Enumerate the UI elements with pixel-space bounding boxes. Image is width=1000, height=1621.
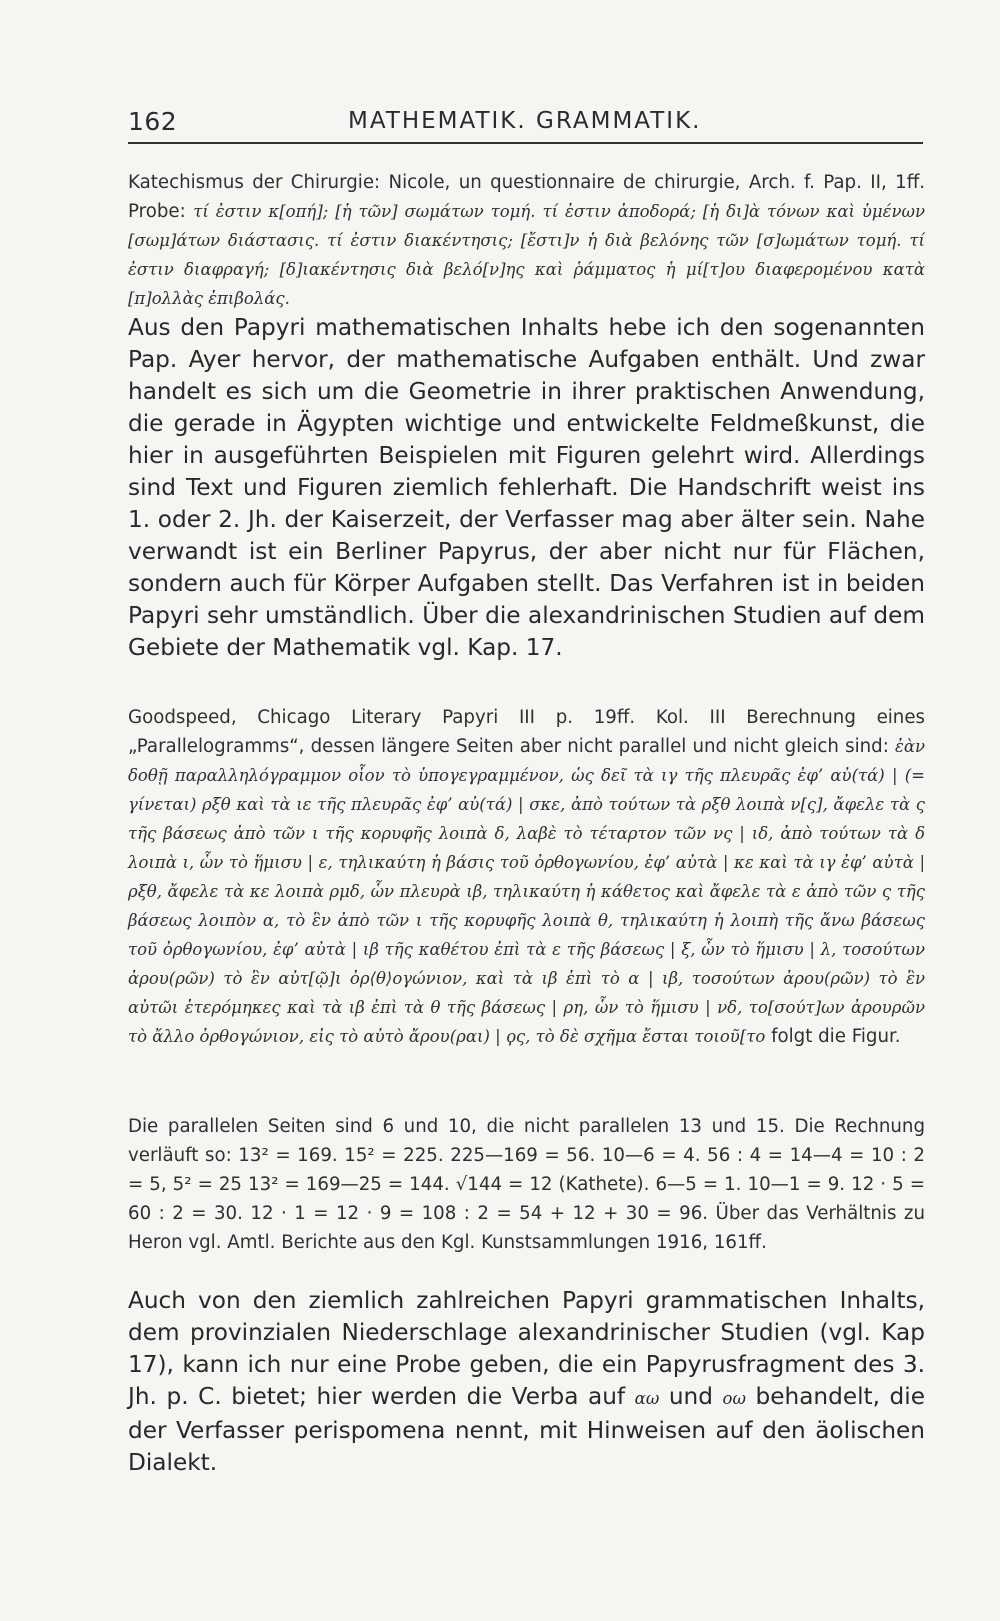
goodspeed-intro: Goodspeed, Chicago Literary Papyri III p. 19ff. Kol. III Berechnung eines „Parallelogramms“, dessen längere Seiten aber nicht parallel und nicht gleich sind: (128, 707, 925, 757)
page-number: 162 (128, 107, 178, 136)
goodspeed-outro: folgt die Figur. (765, 1026, 901, 1047)
grammar-text-1: Auch von den ziemlich zahlreichen Papyri grammatischen Inhalts, dem provinzialen Niederschlage alexandrinischer Studien (vgl. Kap 17), kann ich nur eine Probe geben, die ein Papyrusfragment des 3. Jh. p. C. bietet; hier werden die Verba auf (128, 1287, 925, 1410)
catechism-greek-quote: τί ἐστιν κ[οπή]; [ἡ τῶν] σωμάτων τομή. τί ἐστιν ἀποδορά; [ἡ δι]ὰ τόνων καὶ ὑμένων [σωμ]άτων διάστασις. τί ἐστιν διακέντησις; [ἔστι]ν ἡ διὰ βελόνης τῶν [σ]ωμάτων τομή. τί ἐστιν διαφραγή; [δ]ιακέντησις διὰ βελό[ν]ης καὶ ῥάμματος ἡ μί[τ]ου διαφερομένου κατὰ [π]ολλὰς ἐπιβολάς. (128, 202, 925, 308)
page-header (128, 107, 923, 141)
running-head: MATHEMATIK. GRAMMATIK. (348, 108, 702, 134)
rechnung-note: Die parallelen Seiten sind 6 und 10, die nicht parallelen 13 und 15. Die Rechnung verläuft so: 13² = 169. 15² = 225. 225—169 = 56. 10—6 = 4. 56 : 4 = 14—4 = 10 : 2 = 5, 5² = 25 13² = 169—25 = 144. √144 = 12 (Kathete). 6—5 = 1. 10—1 = 9. 12 · 5 = 60 : 2 = 30. 12 · 1 = 12 · 9 = 108 : 2 = 54 + 12 + 30 = 96. Über das Verhältnis zu Heron vgl. Amtl. Berichte aus den Kgl. Kunstsammlungen 1916, 161ff. (128, 1116, 925, 1253)
catechism-note (128, 168, 925, 313)
grammar-text-2: und (659, 1383, 723, 1410)
verb-ending-oo: οω (722, 1389, 746, 1408)
verb-ending-ao: αω (634, 1389, 660, 1408)
ayer-paragraph: Aus den Papyri mathematischen Inhalts hebe ich den sogenannten Pap. Ayer hervor, der mathematische Aufgaben enthält. Und zwar handelt es sich um die Geometrie in ihrer praktischen Anwendung, die gerade in Ägypten wichtige und entwickelte Feldmeßkunst, die hier in ausgeführten Beispielen mit Figuren gelehrt wird. Allerdings sind Text und Figuren ziemlich fehlerhaft. Die Handschrift weist ins 1. oder 2. Jh. der Kaiserzeit, der Verfasser mag aber älter sein. Nahe verwandt ist ein Berliner Papyrus, der aber nicht nur für Flächen, sondern auch für Körper Aufgaben stellt. Das Verfahren ist in beiden Papyri sehr umständlich. Über die alexandrinischen Studien auf dem Gebiete der Mathematik vgl. Kap. 17. (128, 314, 925, 661)
grammar-paragraph (128, 1285, 925, 1479)
goodspeed-greek-quote: ἐὰν δοθῇ παραλληλόγραμμον οἷον τὸ ὑπογεγραμμένον, ὡς δεῖ τὰ ιγ τῆς πλευρᾶς ἐφ’ αὐ(τά) | (= γίνεται) ρξθ καὶ τὰ ιε τῆς πλευρᾶς ἐφ’ αὐ(τά) | σκε, ἀπὸ τούτων τὰ ρξθ λοιπὰ ν[ς], ἄφελε τὰ ς τῆς βάσεως ἀπὸ τῶν ι τῆς κορυφῆς λοιπὰ δ, λαβὲ τὸ τέταρτον τῶν νς | ιδ, ἀπὸ τούτων τὰ δ λοιπὰ ι, ὧν τὸ ἥμισυ | ε, τηλικαύτη ἡ βάσις τοῦ ὀρθογωνίου, ἐφ’ αὐτὰ | κε καὶ τὰ ιγ ἐφ’ αὐτὰ | ρξθ, ἄφελε τὰ κε λοιπὰ ρμδ, ὧν πλευρὰ ιβ, τηλικαύτη ἡ κάθετος καὶ ἄφελε τὰ ε ἀπὸ τῶν ς τῆς βάσεως λοιπὸν α, τὸ ἓν ἀπὸ τῶν ι τῆς κορυφῆς λοιπὰ θ, τηλικαύτη ἡ λοιπὴ τῆς ἄνω βάσεως τοῦ ὀρθογωνίου, ἐφ’ αὐτὰ | ιβ τῆς καθέτου ἐπὶ τὰ ε τῆς βάσεως | ξ, ὧν τὸ ἥμισυ | λ, τοσούτων ἀρου(ρῶν) τὸ ἓν αὐτ[ῷ]ι ὀρ⟨θ⟩ογώνιον, καὶ τὰ ιβ ἐπὶ τὸ α | ιβ, τοσούτων ἀρου(ρῶν) τὸ ἓν αὐτῶι ἑτερόμηκες καὶ τὰ ιβ ἐπὶ τὰ θ τῆς βάσεως | ρη, ὧν τὸ ἥμισυ | νδ, το[σούτ]ων ἀρουρῶν τὸ ἄλλο ὀρθογώνιον, εἰς τὸ αὐτὸ ἄρου(ραι) | ϙς, τὸ δὲ σχῆμα ἔσται τοιοῦ[το (128, 737, 925, 1046)
goodspeed-note (128, 703, 925, 1051)
catechism-intro: Katechismus der Chirurgie: Nicole, un questionnaire de chirurgie, Arch. f. Pap. II, 1ff. Probe: (128, 172, 925, 222)
header-rule (128, 142, 923, 144)
grammar-text-3: behandelt, die der Verfasser perispomena nennt, mit Hinweisen auf den äolischen Dialekt. (128, 1383, 925, 1476)
